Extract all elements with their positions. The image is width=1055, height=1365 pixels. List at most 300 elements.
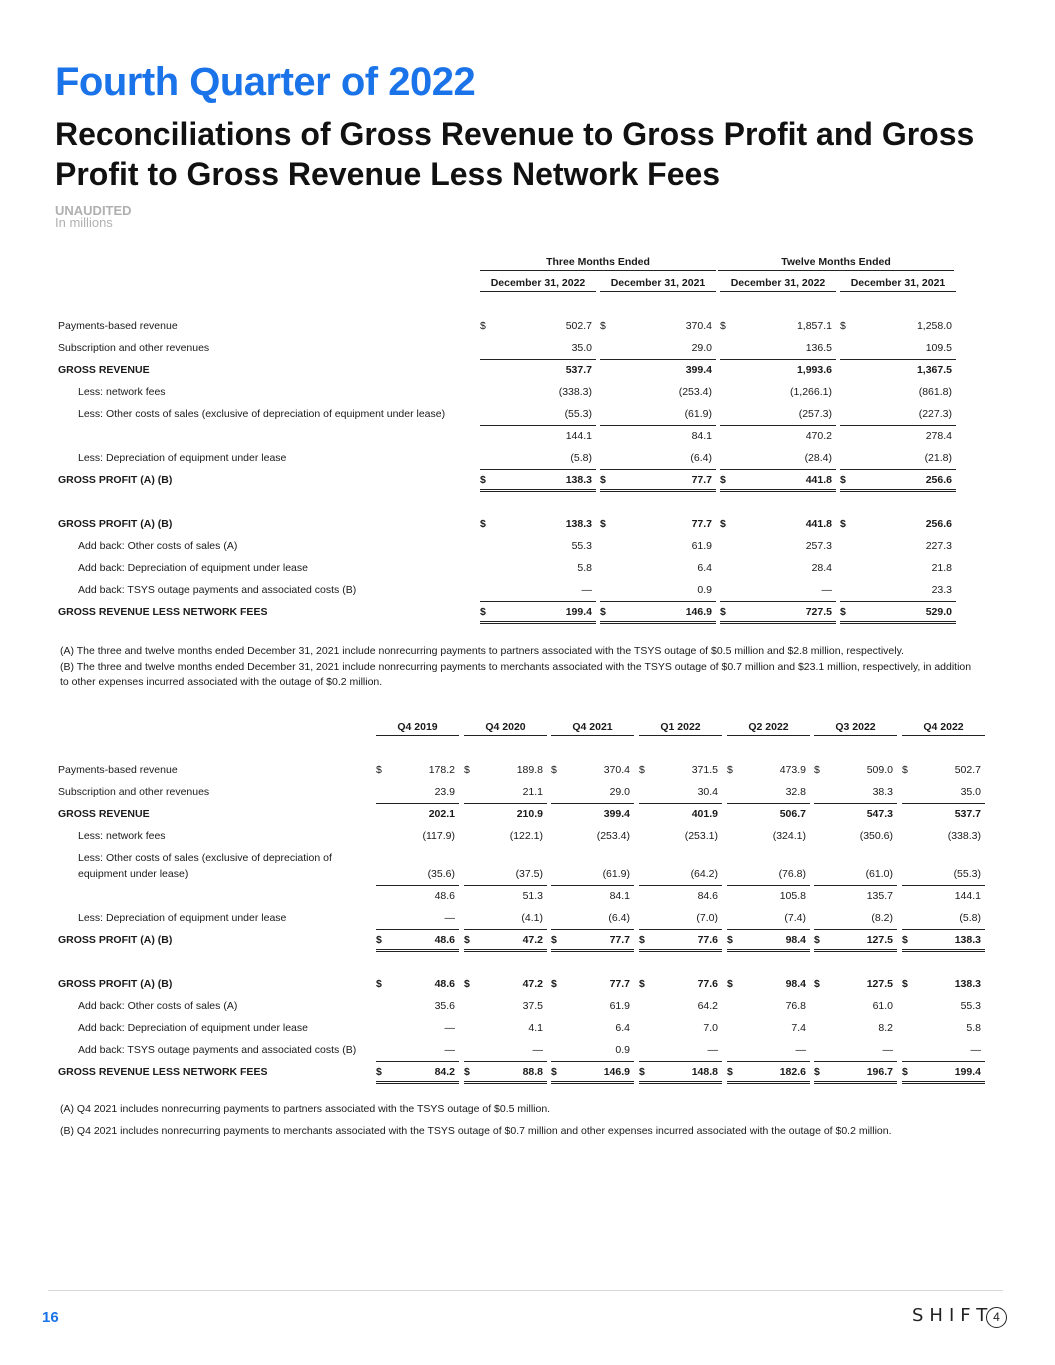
cell-value: 37.5 — [522, 1000, 543, 1012]
footnote: (A) Q4 2021 includes nonrecurring payments to partners associated with the TSYS outage of $0.5 million. — [60, 1103, 551, 1115]
table-cell — [464, 782, 547, 804]
column-header: December 31, 2022 — [480, 277, 596, 292]
table-cell — [639, 1040, 722, 1062]
table-cell — [814, 826, 897, 848]
currency-symbol: $ — [902, 1066, 908, 1078]
table-row — [58, 804, 988, 826]
cell-value: 199.4 — [954, 1066, 981, 1078]
column-header: Q1 2022 — [639, 721, 722, 736]
cell-value: (37.5) — [515, 868, 543, 880]
table-cell — [814, 782, 897, 804]
cell-value: — — [581, 584, 592, 596]
currency-symbol: $ — [902, 764, 908, 776]
cell-value: 399.4 — [685, 364, 712, 376]
cell-value: 51.3 — [522, 890, 543, 902]
cell-value: 537.7 — [954, 808, 981, 820]
table-row — [58, 1062, 988, 1084]
table-cell — [464, 826, 547, 848]
table-cell — [600, 580, 716, 602]
currency-symbol: $ — [480, 518, 486, 530]
currency-symbol: $ — [376, 1066, 382, 1078]
table-cell — [480, 338, 596, 360]
table-row — [58, 470, 958, 492]
table-cell — [464, 1062, 547, 1084]
cell-value: (8.2) — [871, 912, 893, 924]
cell-value: (61.9) — [684, 408, 712, 420]
currency-symbol: $ — [814, 1066, 820, 1078]
table-cell — [840, 558, 956, 580]
table-cell — [814, 886, 897, 908]
cell-value: (6.4) — [690, 452, 712, 464]
cell-value: 48.6 — [434, 934, 455, 946]
currency-symbol: $ — [727, 1066, 733, 1078]
currency-symbol: $ — [600, 474, 606, 486]
currency-symbol: $ — [551, 1066, 557, 1078]
table-cell — [727, 886, 810, 908]
table-row — [58, 338, 958, 360]
currency-symbol: $ — [551, 978, 557, 990]
row-label: Less: network fees — [78, 830, 166, 842]
table-cell — [814, 1040, 897, 1062]
table-cell — [902, 1040, 985, 1062]
cell-value: 210.9 — [516, 808, 543, 820]
cell-value: 77.7 — [609, 934, 630, 946]
cell-value: 47.2 — [522, 978, 543, 990]
row-label: Add back: Other costs of sales (A) — [78, 1000, 238, 1012]
cell-value: 1,258.0 — [916, 320, 952, 332]
cell-value: (64.2) — [690, 868, 718, 880]
table-cell — [840, 448, 956, 470]
table-cell — [600, 360, 716, 382]
cell-value: 537.7 — [565, 364, 592, 376]
table-row — [58, 930, 988, 952]
footnote: (B) Q4 2021 includes nonrecurring payments to merchants associated with the TSYS outage of $0.7 million and other expenses incurred associated with the outage of $0.2 million. — [60, 1125, 892, 1137]
cell-value: 48.6 — [434, 978, 455, 990]
table-cell — [480, 580, 596, 602]
table-cell — [639, 1062, 722, 1084]
currency-symbol: $ — [639, 1066, 645, 1078]
table-cell — [727, 804, 810, 826]
currency-symbol: $ — [814, 934, 820, 946]
table-cell — [840, 426, 956, 448]
currency-symbol: $ — [639, 934, 645, 946]
row-label: Subscription and other revenues — [58, 342, 210, 354]
cell-value: 23.3 — [931, 584, 952, 596]
table-row — [58, 1018, 988, 1040]
table-cell — [551, 996, 634, 1018]
page-subtitle: Reconciliations of Gross Revenue to Gross Profit and Gross Profit to Gross Revenue Less Network Fees — [55, 116, 975, 192]
row-label: Payments-based revenue — [58, 764, 178, 776]
table-cell — [376, 760, 459, 782]
table-cell — [464, 760, 547, 782]
cell-value: 6.4 — [615, 1022, 630, 1034]
table-cell — [600, 448, 716, 470]
table-cell — [902, 908, 985, 930]
table-cell — [551, 782, 634, 804]
unaudited-label: UNAUDITED — [55, 203, 132, 218]
table-cell — [639, 848, 722, 886]
cell-value: 105.8 — [779, 890, 806, 902]
table-cell — [480, 382, 596, 404]
table-cell — [376, 886, 459, 908]
cell-value: 61.9 — [691, 540, 712, 552]
table-cell — [720, 382, 836, 404]
cell-value: 256.6 — [925, 474, 952, 486]
table-cell — [464, 1018, 547, 1040]
row-label: Add back: Other costs of sales (A) — [78, 540, 238, 552]
cell-value: 29.0 — [691, 342, 712, 354]
row-label: GROSS REVENUE — [58, 364, 150, 376]
column-header: Q3 2022 — [814, 721, 897, 736]
currency-symbol: $ — [464, 978, 470, 990]
cell-value: 256.6 — [925, 518, 952, 530]
cell-value: (61.0) — [865, 868, 893, 880]
table-cell — [480, 558, 596, 580]
cell-value: 5.8 — [577, 562, 592, 574]
table-row — [58, 602, 958, 624]
row-label: Less: Depreciation of equipment under lease — [78, 452, 287, 464]
cell-value: (7.4) — [784, 912, 806, 924]
table-cell — [464, 974, 547, 996]
table-cell — [902, 826, 985, 848]
cell-value: 196.7 — [866, 1066, 893, 1078]
row-label-line: Less: Other costs of sales (exclusive of depreciation of — [78, 852, 332, 864]
table-cell — [727, 1018, 810, 1040]
table-row — [58, 426, 958, 448]
table-cell — [814, 996, 897, 1018]
row-label: Less: Other costs of sales (exclusive of depreciation of equipment under lease) — [78, 408, 446, 420]
row-label — [78, 850, 332, 882]
table-cell — [814, 848, 897, 886]
table-row — [58, 760, 988, 782]
cell-value: 370.4 — [685, 320, 712, 332]
row-label: Add back: Depreciation of equipment under lease — [78, 1022, 308, 1034]
cell-value: 4.1 — [528, 1022, 543, 1034]
cell-value: 727.5 — [805, 606, 832, 618]
column-header: Q4 2019 — [376, 721, 459, 736]
cell-value: 84.6 — [697, 890, 718, 902]
table-cell — [551, 1018, 634, 1040]
row-label: Add back: TSYS outage payments and associated costs (B) — [78, 584, 357, 596]
table-row — [58, 404, 958, 426]
cell-value: 178.2 — [428, 764, 455, 776]
cell-value: 199.4 — [565, 606, 592, 618]
cell-value: 76.8 — [785, 1000, 806, 1012]
table-cell — [376, 1018, 459, 1040]
table-cell — [464, 996, 547, 1018]
currency-symbol: $ — [727, 764, 733, 776]
cell-value: 278.4 — [925, 430, 952, 442]
table-cell — [480, 404, 596, 426]
currency-symbol: $ — [814, 764, 820, 776]
table-cell — [464, 886, 547, 908]
cell-value: 64.2 — [697, 1000, 718, 1012]
table-cell — [727, 908, 810, 930]
group-header: Twelve Months Ended — [718, 256, 954, 271]
table-cell — [814, 1062, 897, 1084]
group-header: Three Months Ended — [480, 256, 716, 271]
table-cell — [720, 558, 836, 580]
cell-value: 138.3 — [565, 518, 592, 530]
cell-value: 441.8 — [805, 474, 832, 486]
table-cell — [840, 514, 956, 536]
cell-value: 202.1 — [428, 808, 455, 820]
column-header: December 31, 2022 — [720, 277, 836, 292]
table-cell — [727, 848, 810, 886]
cell-value: 77.7 — [609, 978, 630, 990]
cell-value: 98.4 — [785, 934, 806, 946]
table-cell — [600, 338, 716, 360]
table-cell — [480, 470, 596, 492]
cell-value: (227.3) — [918, 408, 952, 420]
table-cell — [902, 804, 985, 826]
table-cell — [720, 404, 836, 426]
cell-value: 7.0 — [703, 1022, 718, 1034]
table-cell — [551, 974, 634, 996]
cell-value: 146.9 — [603, 1066, 630, 1078]
cell-value: 61.0 — [872, 1000, 893, 1012]
table-cell — [727, 996, 810, 1018]
cell-value: (28.4) — [804, 452, 832, 464]
table-cell — [902, 760, 985, 782]
cell-value: 509.0 — [866, 764, 893, 776]
table-row — [58, 382, 958, 404]
row-label: Payments-based revenue — [58, 320, 178, 332]
currency-symbol: $ — [376, 978, 382, 990]
table-row — [58, 908, 988, 930]
cell-value: (4.1) — [521, 912, 543, 924]
table-cell — [551, 804, 634, 826]
cell-value: 55.3 — [960, 1000, 981, 1012]
table-cell — [464, 908, 547, 930]
currency-symbol: $ — [720, 474, 726, 486]
table-cell — [376, 1062, 459, 1084]
table-cell — [551, 886, 634, 908]
cell-value: 84.2 — [434, 1066, 455, 1078]
currency-symbol: $ — [480, 606, 486, 618]
column-header: Q2 2022 — [727, 721, 810, 736]
cell-value: 144.1 — [565, 430, 592, 442]
cell-value: 32.8 — [785, 786, 806, 798]
table-cell — [639, 826, 722, 848]
cell-value: 1,993.6 — [796, 364, 832, 376]
cell-value: 38.3 — [872, 786, 893, 798]
table-cell — [600, 316, 716, 338]
row-label: GROSS PROFIT (A) (B) — [58, 518, 173, 530]
cell-value: 257.3 — [805, 540, 832, 552]
table-cell — [639, 908, 722, 930]
cell-value: 138.3 — [954, 934, 981, 946]
cell-value: 182.6 — [779, 1066, 806, 1078]
cell-value: 127.5 — [866, 934, 893, 946]
column-header: December 31, 2021 — [600, 277, 716, 292]
cell-value: 8.2 — [878, 1022, 893, 1034]
table-cell — [840, 536, 956, 558]
table-cell — [376, 782, 459, 804]
cell-value: 370.4 — [603, 764, 630, 776]
currency-symbol: $ — [600, 606, 606, 618]
cell-value: 506.7 — [779, 808, 806, 820]
cell-value: 35.6 — [434, 1000, 455, 1012]
table-cell — [480, 426, 596, 448]
column-header: December 31, 2021 — [840, 277, 956, 292]
cell-value: — — [970, 1044, 981, 1056]
cell-value: (338.3) — [947, 830, 981, 842]
table-cell — [814, 1018, 897, 1040]
row-label-line: equipment under lease) — [78, 868, 189, 880]
table-cell — [902, 996, 985, 1018]
footnote: (A) The three and twelve months ended December 31, 2021 include nonrecurring payments to partners associated with the TSYS outage of $0.5 million and $2.8 million, respectively. — [60, 645, 904, 657]
cell-value: 470.2 — [805, 430, 832, 442]
row-label: Subscription and other revenues — [58, 786, 210, 798]
table-cell — [727, 1040, 810, 1062]
table-cell — [551, 826, 634, 848]
currency-symbol: $ — [639, 764, 645, 776]
row-label: Add back: TSYS outage payments and associated costs (B) — [78, 1044, 357, 1056]
currency-symbol: $ — [480, 320, 486, 332]
cell-value: — — [882, 1044, 893, 1056]
cell-value: 136.5 — [805, 342, 832, 354]
cell-value: 138.3 — [565, 474, 592, 486]
currency-symbol: $ — [840, 606, 846, 618]
cell-value: 5.8 — [966, 1022, 981, 1034]
table-cell — [600, 382, 716, 404]
cell-value: — — [821, 584, 832, 596]
cell-value: 473.9 — [779, 764, 806, 776]
cell-value: — — [795, 1044, 806, 1056]
table-cell — [376, 1040, 459, 1062]
table-cell — [480, 316, 596, 338]
table-cell — [727, 782, 810, 804]
row-label: Add back: Depreciation of equipment under lease — [78, 562, 308, 574]
currency-symbol: $ — [551, 764, 557, 776]
row-label: Less: Depreciation of equipment under lease — [78, 912, 287, 924]
currency-symbol: $ — [902, 934, 908, 946]
row-label: Less: network fees — [78, 386, 166, 398]
cell-value: 61.9 — [609, 1000, 630, 1012]
table-cell — [376, 908, 459, 930]
table-cell — [720, 514, 836, 536]
cell-value: (5.8) — [570, 452, 592, 464]
currency-symbol: $ — [376, 934, 382, 946]
table-cell — [376, 826, 459, 848]
table-cell — [551, 848, 634, 886]
cell-value: — — [707, 1044, 718, 1056]
table-cell — [720, 360, 836, 382]
table-cell — [639, 804, 722, 826]
cell-value: — — [444, 912, 455, 924]
cell-value: 441.8 — [805, 518, 832, 530]
table-row — [58, 886, 988, 908]
table-cell — [600, 426, 716, 448]
table-cell — [639, 782, 722, 804]
table-cell — [600, 602, 716, 624]
table-cell — [902, 1018, 985, 1040]
cell-value: 502.7 — [565, 320, 592, 332]
cell-value: 148.8 — [691, 1066, 718, 1078]
page-number: 16 — [42, 1309, 59, 1326]
row-label: GROSS PROFIT (A) (B) — [58, 934, 173, 946]
table-cell — [727, 930, 810, 952]
cell-value: 98.4 — [785, 978, 806, 990]
currency-symbol: $ — [814, 978, 820, 990]
table-cell — [464, 848, 547, 886]
cell-value: 135.7 — [866, 890, 893, 902]
table-row — [58, 974, 988, 996]
table-cell — [464, 1040, 547, 1062]
cell-value: 401.9 — [691, 808, 718, 820]
table-cell — [480, 448, 596, 470]
table-cell — [376, 930, 459, 952]
cell-value: 77.7 — [691, 518, 712, 530]
table-cell — [639, 996, 722, 1018]
table-cell — [480, 602, 596, 624]
cell-value: 21.8 — [931, 562, 952, 574]
table-cell — [639, 974, 722, 996]
table-cell — [720, 426, 836, 448]
currency-symbol: $ — [376, 764, 382, 776]
cell-value: (253.1) — [684, 830, 718, 842]
table-cell — [551, 760, 634, 782]
row-label: GROSS PROFIT (A) (B) — [58, 978, 173, 990]
shift4-logo-mark: 4 — [986, 1307, 1007, 1328]
cell-value: 1,857.1 — [796, 320, 832, 332]
units-label: In millions — [55, 215, 113, 230]
table-cell — [376, 996, 459, 1018]
table-row — [58, 360, 958, 382]
table-cell — [727, 826, 810, 848]
cell-value: 371.5 — [691, 764, 718, 776]
table-quarter-annual-reconciliation — [58, 250, 958, 630]
cell-value: 88.8 — [522, 1066, 543, 1078]
cell-value: 23.9 — [434, 786, 455, 798]
currency-symbol: $ — [720, 518, 726, 530]
cell-value: 227.3 — [925, 540, 952, 552]
cell-value: 127.5 — [866, 978, 893, 990]
currency-symbol: $ — [600, 320, 606, 332]
table-cell — [840, 580, 956, 602]
table-cell — [720, 448, 836, 470]
table-cell — [480, 536, 596, 558]
column-header: Q4 2022 — [902, 721, 985, 736]
row-label: GROSS REVENUE LESS NETWORK FEES — [58, 606, 268, 618]
table-cell — [551, 930, 634, 952]
cell-value: 55.3 — [571, 540, 592, 552]
table-cell — [551, 1062, 634, 1084]
cell-value: 21.1 — [522, 786, 543, 798]
footnote: (B) The three and twelve months ended December 31, 2021 include nonrecurring payments to merchants associated with the TSYS outage of $0.7 million and $23.1 million, respectively, in addition to other expenses incurred associated with the outage of $0.2 million. — [60, 661, 972, 688]
table-cell — [551, 1040, 634, 1062]
table-cell — [376, 848, 459, 886]
cell-value: (117.9) — [422, 830, 455, 842]
table-cell — [902, 782, 985, 804]
table-cell — [639, 760, 722, 782]
table-row — [58, 514, 958, 536]
cell-value: (55.3) — [564, 408, 592, 420]
table-cell — [814, 974, 897, 996]
table-row — [58, 536, 958, 558]
cell-value: (7.0) — [696, 912, 718, 924]
cell-value: (55.3) — [953, 868, 981, 880]
table-row — [58, 316, 958, 338]
currency-symbol: $ — [727, 934, 733, 946]
cell-value: (21.8) — [924, 452, 952, 464]
cell-value: (861.8) — [918, 386, 952, 398]
cell-value: (76.8) — [778, 868, 806, 880]
column-header: Q4 2020 — [464, 721, 547, 736]
table-cell — [902, 974, 985, 996]
cell-value: 529.0 — [925, 606, 952, 618]
